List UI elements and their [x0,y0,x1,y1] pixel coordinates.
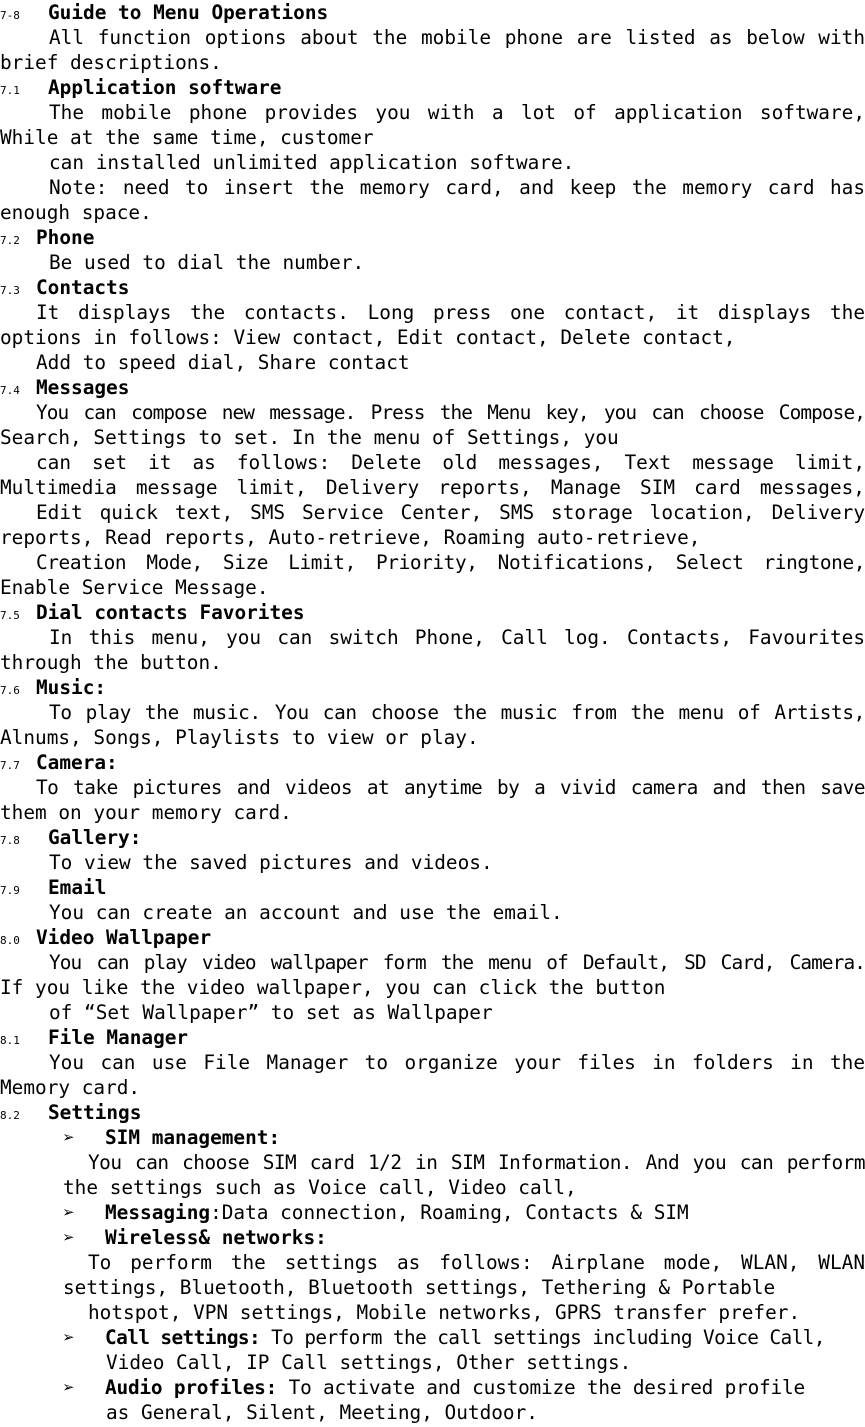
paragraph-line: The mobile phone provides you with a lot of application software, [49,101,865,124]
section-heading: 7.4 Messages [0,376,130,399]
section-heading: 8.0 Video Wallpaper [0,926,212,949]
paragraph-line: Add to speed dial, Share contact [36,351,410,374]
paragraph-line: of “Set Wallpaper” to set as Wallpaper [49,1001,493,1024]
paragraph-line: You can compose new message. Press the Menu key, you can choose Compose, [36,401,865,424]
heading-number: 7-8 [0,9,20,22]
paragraph-line: can set it as follows: Delete old messages, Text message limit, [36,451,865,474]
paragraph-line: Enable Service Message. [0,576,269,599]
paragraph-line: To perform the settings as follows: Airplane mode, WLAN, WLAN [88,1251,865,1274]
paragraph-line: If you like the video wallpaper, you can click the button [0,976,666,999]
paragraph-line: hotspot, VPN settings, Mobile networks, GPRS transfer prefer. [88,1301,801,1324]
paragraph-line: Memory card. [0,1076,141,1099]
arrow-bullet-icon: ➢ [63,1226,75,1249]
paragraph-line: To view the saved pictures and videos. [49,851,493,874]
section-heading: 7.8 Gallery: [0,826,142,849]
arrow-bullet-icon: ➢ [63,1326,75,1349]
arrow-bullet-icon: ➢ [63,1376,75,1399]
paragraph-line: can installed unlimited application software. [49,151,575,174]
paragraph-line: Edit quick text, SMS Service Center, SMS storage location, Delivery [36,501,865,524]
paragraph-line: settings, Bluetooth, Bluetooth settings, Tethering & Portable [63,1276,776,1299]
intro-line: brief descriptions. [0,51,222,74]
settings-bullet-item: ➢ Call settings: To perform the call settings including Voice Call, [63,1326,825,1349]
settings-bullet-item: ➢ SIM management: [63,1126,281,1149]
arrow-bullet-icon: ➢ [63,1126,75,1149]
section-heading: 8.1 File Manager [0,1026,189,1049]
settings-bullet-item: ➢ Audio profiles: To activate and customize the desired profile [63,1376,805,1399]
paragraph-line: You can create an account and use the email. [49,901,563,924]
paragraph-line: While at the same time, customer [0,126,374,149]
section-heading: 7.3 Contacts [0,276,130,299]
settings-bullet-item: ➢ Messaging:Data connection, Roaming, Contacts & SIM [63,1201,689,1224]
section-heading: 7.2 Phone [0,226,95,249]
paragraph-line: Be used to dial the number. [49,251,365,274]
paragraph-line: To take pictures and videos at anytime by a vivid camera and then save [36,776,865,799]
paragraph-line: as General, Silent, Meeting, Outdoor. [106,1401,538,1424]
settings-bullet-item: ➢ Wireless& networks: [63,1226,327,1249]
paragraph-line: You can play video wallpaper form the menu of Default, SD Card, Camera. [49,951,865,974]
paragraph-line: reports, Read reports, Auto-retrieve, Roaming auto-retrieve, [0,526,701,549]
paragraph-line: them on your memory card. [0,801,292,824]
paragraph-line: the settings such as Voice call, Video call, [63,1176,577,1199]
paragraph-line: In this menu, you can switch Phone, Call log. Contacts, Favourites [49,626,865,649]
paragraph-line: Creation Mode, Size Limit, Priority, Notifications, Select ringtone, [36,551,865,574]
paragraph-line: enough space. [0,201,152,224]
section-heading: 7.5 Dial contacts Favorites [0,601,305,624]
heading-title: Guide to Menu Operations [48,1,329,24]
paragraph-line: Note: need to insert the memory card, and keep the memory card has [49,176,865,199]
paragraph-line: Video Call, IP Call settings, Other settings. [106,1351,632,1374]
paragraph-line: It displays the contacts. Long press one contact, it displays the [36,301,865,324]
paragraph-line: Alnums, Songs, Playlists to view or play. [0,726,479,749]
paragraph-line: Search, Settings to set. In the menu of Settings, you [0,426,619,449]
arrow-bullet-icon: ➢ [63,1201,75,1224]
paragraph-line: Multimedia message limit, Delivery reports, Manage SIM card messages, [0,476,865,499]
section-heading: 7.1 Application software [0,76,282,99]
section-heading: 7.7 Camera: [0,751,118,774]
paragraph-line: through the button. [0,651,222,674]
intro-line: All function options about the mobile phone are listed as below with [49,26,865,49]
section-heading: 7.9 Email [0,876,107,899]
paragraph-line: You can choose SIM card 1/2 in SIM Information. And you can perform [88,1151,865,1174]
guide-heading [0,0,865,25]
section-heading: 7.6 Music: [0,676,107,699]
paragraph-line: options in follows: View contact, Edit contact, Delete contact, [0,326,736,349]
paragraph-line: You can use File Manager to organize your files in folders in the [49,1051,865,1074]
paragraph-line: To play the music. You can choose the music from the menu of Artists, [49,701,865,724]
section-heading: 8.2 Settings [0,1101,142,1124]
